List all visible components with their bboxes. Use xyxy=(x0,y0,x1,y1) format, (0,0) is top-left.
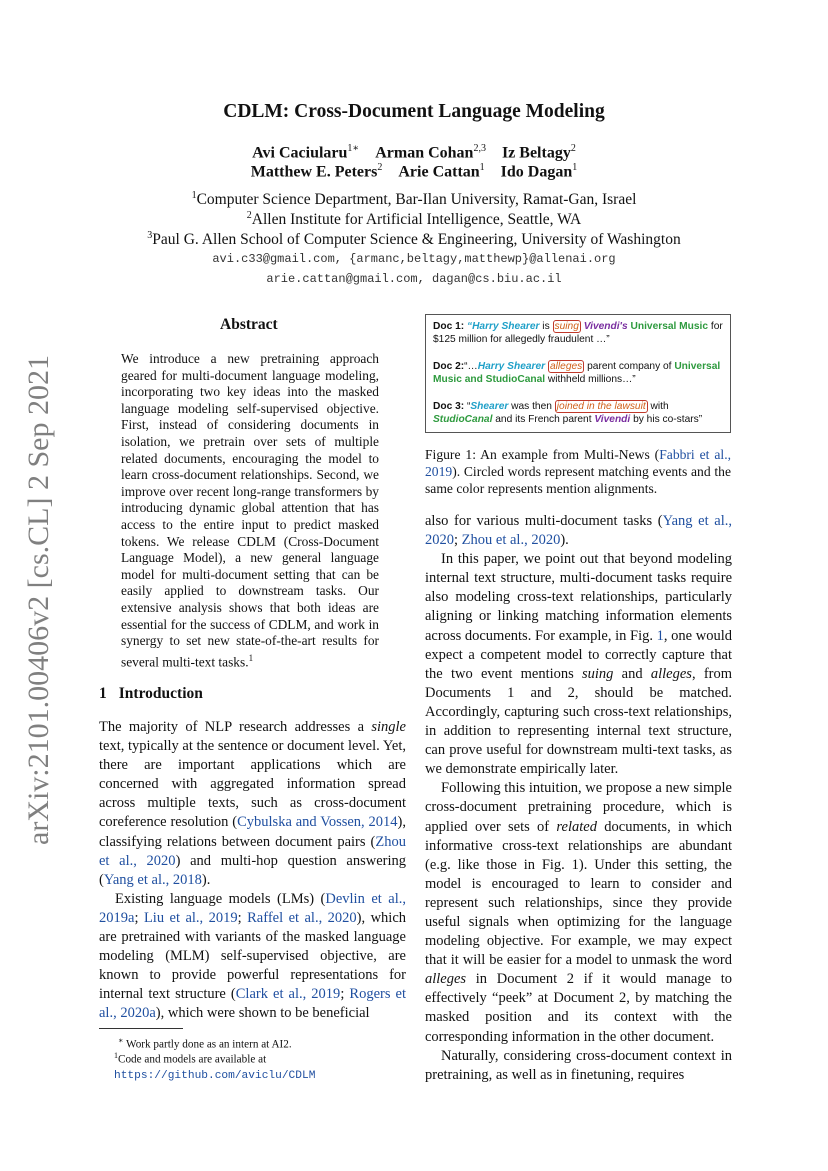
citation-link[interactable]: Raffel et al., 2020 xyxy=(247,909,357,926)
paragraph: also for various multi-document tasks (Yang et al., 2020; Zhou et al., 2020). xyxy=(425,513,733,549)
paper-title: CDLM: Cross-Document Language Modeling xyxy=(223,101,605,122)
author-emails: avi.c33@gmail.com, {armanc,beltagy,matthewp}@allenai.org xyxy=(212,252,616,266)
citation-link[interactable]: Zhou et al., 2020 xyxy=(99,833,406,869)
author: Avi Caciularu$^{1∗}$ xyxy=(252,143,360,162)
abstract-heading: Abstract xyxy=(220,316,278,333)
paragraph: The majority of NLP research addresses a single text, typically at the sentence or document level. Yet, there are important applications which are concerned with aggregated information spread across multiple texts, such as cross-document coreference resolution (Cybulska and Vossen, 2014), classifying relations between document pairs (Zhou et al., 2020) and multi-hop question answering (Yang et al., 2018). xyxy=(99,719,406,888)
right-column-body xyxy=(425,512,732,1085)
author: Ido Dagan$^1$ xyxy=(500,162,578,181)
author: Matthew E. Peters$^2$ xyxy=(250,162,383,181)
citation-link[interactable]: Liu et al., 2019 xyxy=(143,909,238,926)
footnote: ∗ Work partly done as an intern at AI2. xyxy=(118,1036,292,1051)
footnote-rule xyxy=(99,1028,183,1029)
authors-row-1 xyxy=(0,143,828,162)
event-mention: alleges xyxy=(549,361,583,372)
citation-link[interactable]: Rogers et al., 2020a xyxy=(99,986,407,1022)
citation-link[interactable]: Clark et al., 2019 xyxy=(235,986,341,1003)
footnote: $^1$Code and models are available at https://github.com/aviclu/CDLM xyxy=(114,1051,316,1082)
citation-link[interactable]: Yang et al., 2020 xyxy=(425,513,733,549)
citation-link[interactable]: Yang et al., 2018 xyxy=(103,871,202,888)
author: Arie Cattan$^1$ xyxy=(398,162,485,181)
figure-doc-1: Doc 1: “Harry Shearer is suing Vivendi's Universal Music for $125 million for allegedly fraudulent …” xyxy=(433,321,723,345)
paragraph: In this paper, we point out that beyond modeling internal text structure, multi-document tasks require also modeling cross-text relationships, particularly aligning or linking matching information elements across documents. For example, in Fig. 1, one would expect a competent model to correctly capture that the two event mentions suing and alleges, from Documents 1 and 2, should be matched. Accordingly, capturing such cross-text relationships, in addition to representing internal text structure, can prove useful for downstream multi-text tasks, as we demonstrate empirically later. xyxy=(425,551,733,778)
figure-caption: Figure 1: An example from Multi-News (Fabbri et al., 2019). Circled words represent matching events and the same color represents mention alignments. xyxy=(425,447,731,496)
event-mention: suing xyxy=(554,321,579,332)
affiliation: $^2$Allen Institute for Artificial Intelligence, Seattle, WA xyxy=(246,210,582,229)
citation-link[interactable]: Fabbri et al., 2019 xyxy=(425,447,731,479)
author-emails: arie.cattan@gmail.com, dagan@cs.biu.ac.il xyxy=(266,272,562,286)
author: Iz Beltagy$^2$ xyxy=(501,143,576,162)
citation-link[interactable]: Devlin et al., 2019a xyxy=(99,890,406,926)
paragraph: Naturally, considering cross-document context in pretraining, as well as in finetuning, requires xyxy=(425,1047,732,1083)
figure-doc-2: Doc 2:“…Harry Shearer alleges parent company of Universal Music and StudioCanal withheld millions…” xyxy=(433,361,721,385)
paragraph: Following this intuition, we propose a new simple cross-document pretraining procedure, which is applied over sets of related documents, in which informative cross-text relationships are abundant (e.g. like those in Fig. 1). Under this setting, the model is encouraged to learn to consider and represent such relationships, since they provide useful signals when optimizing for the language modeling objective. For example, we may expect that it will be easier for a model to unmask the word alleges in Document 2 if it would manage to effectively “peek” at Document 2, by matching the masked position and its context with the corresponding information in the other document. xyxy=(425,780,732,1045)
affiliation: $^1$Computer Science Department, Bar-Ilan University, Ramat-Gan, Israel xyxy=(191,190,637,209)
authors-row-2 xyxy=(0,162,828,181)
section-heading: 1 Introduction xyxy=(99,685,203,702)
code-url-link[interactable]: https://github.com/aviclu/CDLM xyxy=(114,1069,316,1082)
author: Arman Cohan$^{2,3}$ xyxy=(375,143,486,162)
abstract-body: We introduce a new pretraining approach geared for multi-document language modeling, incorporating two key ideas into the masked language modeling self-supervised objective. First, instead of considering documents in isolation, we pretrain over sets of multiple related documents, encouraging the model to learn cross-document relationships. Second, we improve over recent long-range transformers by introducing dynamic global attention that has access to the entire input to predict masked tokens. We release CDLM (Cross-Document Language Model), a new general language model for multi-document setting that can be easily applied to downstream tasks. Our extensive analysis shows that both ideas are essential for the success of CDLM, and work in synergy to set new state-of-the-art results for several multi-text tasks.$^1$ xyxy=(121,351,379,670)
figure-1-box xyxy=(425,314,731,433)
left-column-body xyxy=(99,718,406,1024)
event-mention: joined in the lawsuit xyxy=(556,401,646,412)
affiliation: $^3$Paul G. Allen School of Computer Science & Engineering, University of Washington xyxy=(147,230,681,249)
citation-link[interactable]: Cybulska and Vossen, 2014 xyxy=(237,814,398,831)
figure-doc-3: Doc 3: “Shearer was then joined in the lawsuit with StudioCanal and its French parent Vivendi by his co-stars” xyxy=(433,401,703,425)
paragraph: Existing language models (LMs) (Devlin et al., 2019a; Liu et al., 2019; Raffel et al., 2020), which are pretrained with variants of the masked language modeling (MLM) self-supervised objective, are known to provide powerful representations for internal text structure (Clark et al., 2019; Rogers et al., 2020a), which were shown to be beneficial xyxy=(99,890,407,1022)
arxiv-sidebar-id: arXiv:2101.00406v2 [cs.CL] 2 Sep 2021 xyxy=(22,355,55,845)
figure-ref-link[interactable]: 1 xyxy=(656,627,664,644)
citation-link[interactable]: Zhou et al., 2020 xyxy=(461,532,561,549)
